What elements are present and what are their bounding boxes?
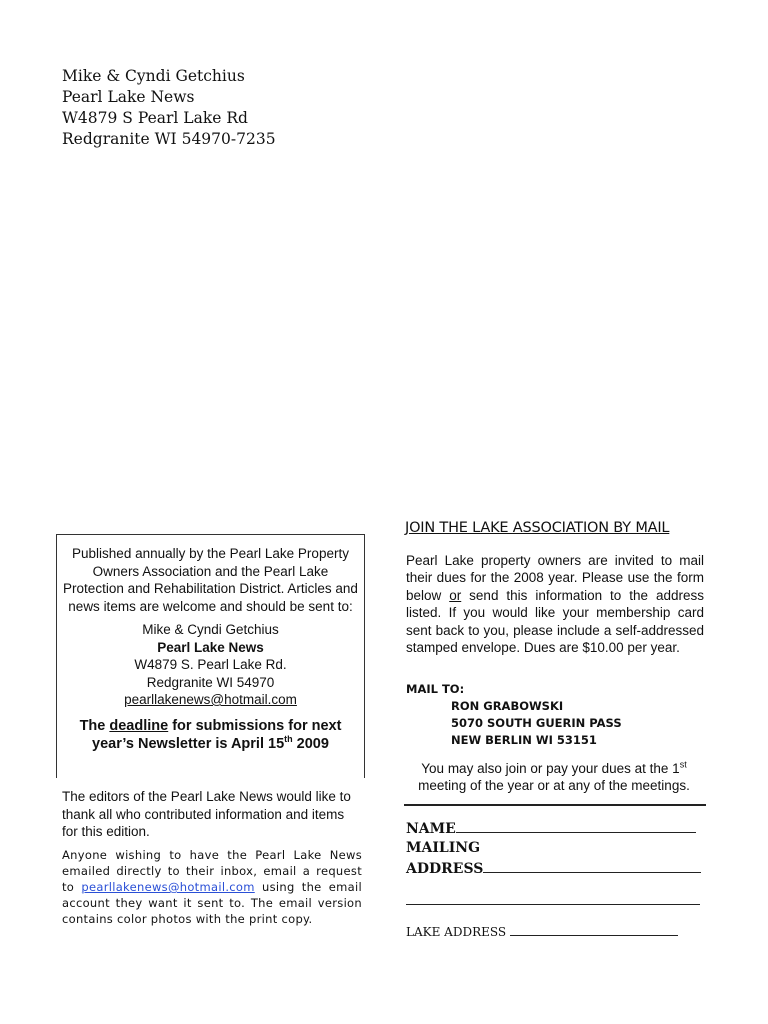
address-publication: Pearl Lake News (62, 88, 195, 106)
lake-address-row (406, 925, 678, 939)
address-street: W4879 S Pearl Lake Rd (62, 109, 248, 127)
mailing-label: MAILING (406, 840, 481, 856)
mail-to-name: RON GRABOWSKI (451, 699, 564, 713)
email-note-pre: Anyone wishing to have the Pearl Lake News emailed directly to their inbox, email a request to (62, 848, 362, 894)
deadline-word: deadline (109, 717, 169, 734)
deadline-post: for submissions for next year’s Newsletter is April 15 (92, 717, 342, 752)
also-post: meeting of the year or at any of the meetings. (418, 778, 690, 793)
mailing-address-block (62, 66, 276, 150)
join-title: JOIN THE LAKE ASSOCIATION BY MAIL (405, 520, 670, 536)
form-divider (404, 804, 706, 806)
info-publication: Pearl Lake News (157, 639, 264, 655)
email-note-link[interactable]: pearllakenews@hotmail.com (81, 880, 255, 894)
also-sup: st (679, 759, 687, 770)
join-body-pre: Pearl Lake property owners are invited to mail their dues for the 2008 year. Please use the form below (406, 553, 704, 603)
lake-address-label: LAKE ADDRESS (406, 925, 507, 939)
address-name: Mike & Cyndi Getchius (62, 67, 245, 85)
email-note-post: using the email account they want it sent to. The email version contains color photos with the print copy. (62, 880, 362, 926)
info-contact-name: Mike & Cyndi Getchius (142, 622, 279, 637)
mail-to-label: MAIL TO: (406, 682, 465, 696)
info-intro: Published annually by the Pearl Lake Property Owners Association and the Pearl Lake Protection and Rehabilitation District. Articles and news items are welcome and should be sent to: (63, 546, 358, 614)
publication-info-box (56, 534, 365, 778)
deadline-notice (61, 717, 360, 754)
lake-address-field[interactable] (510, 925, 678, 936)
mail-to-street: 5070 SOUTH GUERIN PASS (451, 716, 622, 730)
info-street: W4879 S. Pearl Lake Rd. (134, 657, 287, 672)
deadline-year: 2009 (292, 736, 329, 752)
join-body (406, 552, 704, 656)
join-body-or: or (449, 587, 462, 603)
join-body-post: send this information to the address listed. If you would like your membership card sent back to you, please include a self-addressed stamped envelope. Dues are $10.00 per year. (406, 587, 704, 656)
address-label: ADDRESS (406, 861, 484, 877)
email-subscription-note (62, 847, 362, 927)
name-label: NAME (406, 821, 456, 837)
membership-form (406, 818, 701, 879)
deadline-sup: th (284, 734, 293, 745)
thanks-text: The editors of the Pearl Lake News would like to thank all who contributed information and items for this edition. (62, 789, 351, 839)
info-email-link[interactable]: pearllakenews@hotmail.com (124, 692, 297, 707)
also-join-note (404, 760, 704, 794)
address-city: Redgranite WI 54970-7235 (62, 130, 276, 148)
mail-to-city: NEW BERLIN WI 53151 (451, 733, 597, 747)
name-field[interactable] (456, 818, 696, 833)
address-field[interactable] (483, 858, 701, 873)
deadline-pre: The (79, 717, 110, 734)
also-pre: You may also join or pay your dues at the 1 (421, 761, 680, 776)
address-field-line-2[interactable] (406, 904, 700, 905)
info-city: Redgranite WI 54970 (146, 674, 275, 690)
mail-to-block (406, 681, 622, 749)
